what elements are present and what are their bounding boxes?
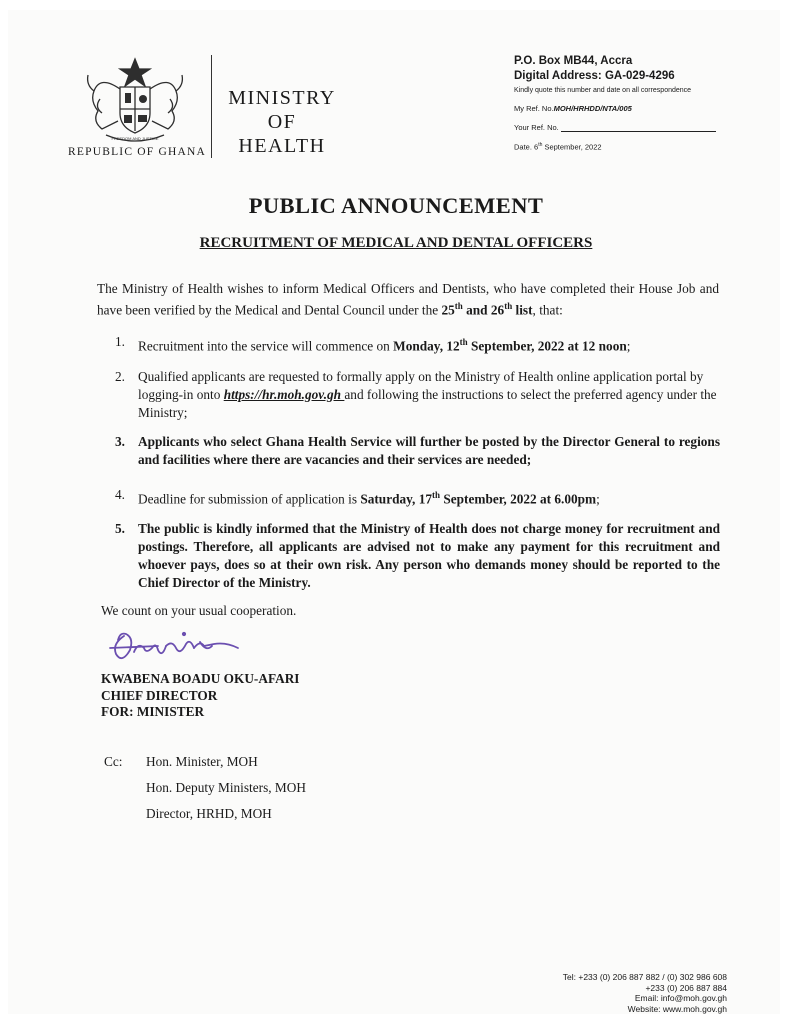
intro-text: The Ministry of Health wishes to inform Medical Officers and Dentists, who have completed their House Job and have been verified by the Medical and Dental Council under the: [97, 281, 719, 317]
item-2-a: Qualified applicants are requested to formally apply on the Ministry of Health online application portal by logging-in onto: [138, 369, 704, 402]
closing-line: We count on your usual cooperation.: [101, 603, 297, 618]
item-4-d: ;: [596, 491, 600, 507]
footer-email[interactable]: Email: info@moh.gov.gh: [634, 993, 727, 1003]
item-2-b: and following the instructions to select the preferred agency under the Ministry;: [138, 387, 717, 420]
page-title: PUBLIC ANNOUNCEMENT: [248, 193, 544, 218]
item-4-c: September, 2022 at 6.00pm: [440, 491, 597, 507]
item-number: 1.: [115, 334, 125, 349]
intro-s1: th: [454, 300, 463, 311]
cc-recipient: Director, HRHD, MOH: [146, 806, 272, 821]
document-page: [8, 10, 780, 1014]
ministry-line-3: HEALTH: [238, 135, 326, 157]
list-item-3: [115, 433, 720, 469]
ministry-line-1: MINISTRY: [228, 87, 336, 109]
item-1-sup: th: [459, 337, 468, 347]
item-number: 4.: [115, 487, 125, 502]
ministry-name: [222, 86, 342, 158]
intro-end: , that:: [532, 301, 563, 317]
date-rest: September, 2022: [542, 142, 602, 152]
cc-label: Cc:: [104, 754, 123, 769]
your-ref-label: Your Ref. No.: [514, 123, 559, 132]
intro-s2: th: [504, 300, 513, 311]
item-1-b: Monday, 12: [393, 338, 460, 354]
crest-motto: FREEDOM AND JUSTICE: [111, 136, 159, 141]
signer-block: [101, 671, 299, 721]
po-box: P.O. Box MB44, Accra: [514, 55, 633, 67]
your-ref: [514, 123, 716, 132]
item-4-sup: th: [432, 490, 441, 500]
signer-name: KWABENA BOADU OKU-AFARI: [101, 671, 300, 686]
signer-title: CHIEF DIRECTOR: [101, 687, 218, 703]
coat-of-arms-emblem: [80, 55, 190, 147]
list-item-2: [115, 368, 720, 422]
item-number: 5.: [115, 521, 125, 536]
quote-note: Kindly quote this number and date on all correspondence: [514, 87, 692, 94]
letter-date: [514, 142, 716, 152]
intro-paragraph: [97, 280, 719, 318]
signature: [100, 618, 260, 678]
item-number: 3.: [115, 434, 125, 449]
footer-website[interactable]: Website: www.moh.gov.gh: [627, 1003, 727, 1014]
letterhead-divider: [211, 55, 212, 158]
date-sup: th: [538, 142, 543, 148]
list-item-5: [115, 520, 720, 592]
republic-of-ghana: REPUBLIC OF GHANA: [68, 146, 206, 158]
footer-contacts: [563, 972, 727, 1014]
portal-link[interactable]: https://hr.moh.gov.gh: [223, 387, 345, 402]
list-item-4: [115, 486, 720, 508]
ministry-line-2: OF: [267, 111, 297, 133]
intro-b1: 25: [441, 301, 455, 317]
cc-recipient: Hon. Minister, MOH: [146, 754, 258, 769]
signer-for: FOR: MINISTER: [101, 704, 205, 719]
intro-list: list: [512, 301, 533, 317]
footer-tel-1: Tel: +233 (0) 206 887 882 / (0) 302 986 608: [562, 972, 727, 982]
my-ref-value: MOH/HRHDD/NTA/005: [553, 104, 632, 113]
item-1-a: Recruitment into the service will commence on: [138, 338, 394, 354]
date-prefix: Date. 6: [514, 142, 539, 152]
list-item-1: [115, 333, 720, 355]
footer-tel-2: +233 (0) 206 887 884: [645, 982, 727, 993]
page-subtitle: RECRUITMENT OF MEDICAL AND DENTAL OFFICERS: [199, 235, 593, 251]
your-ref-line: [561, 131, 716, 132]
item-4-b: Saturday, 17: [360, 491, 432, 507]
address-block: [514, 54, 716, 152]
item-number: 2.: [115, 369, 125, 384]
my-ref: [514, 104, 716, 113]
intro-and: and 26: [462, 301, 505, 317]
item-3-text: Applicants who select Ghana Health Service will further be posted by the Director General to regions and facilities where there are vacancies and their services are needed;: [138, 434, 720, 467]
my-ref-label: My Ref. No.: [514, 104, 554, 113]
item-1-c: September, 2022 at 12 noon: [467, 338, 627, 354]
item-1-d: ;: [626, 338, 631, 354]
item-5-text: The public is kindly informed that the Ministry of Health does not charge money for recruitment and postings. Therefore, all applicants are advised not to make any payment for this recruitment and whoever pays, does so at their own risk. Any person who demands money should be reported to the Chief Director of the Ministry.: [138, 521, 720, 590]
digital-address: Digital Address: GA-029-4296: [514, 70, 675, 82]
item-4-a: Deadline for submission of application is: [138, 491, 361, 507]
cc-recipient: Hon. Deputy Ministers, MOH: [146, 780, 306, 795]
